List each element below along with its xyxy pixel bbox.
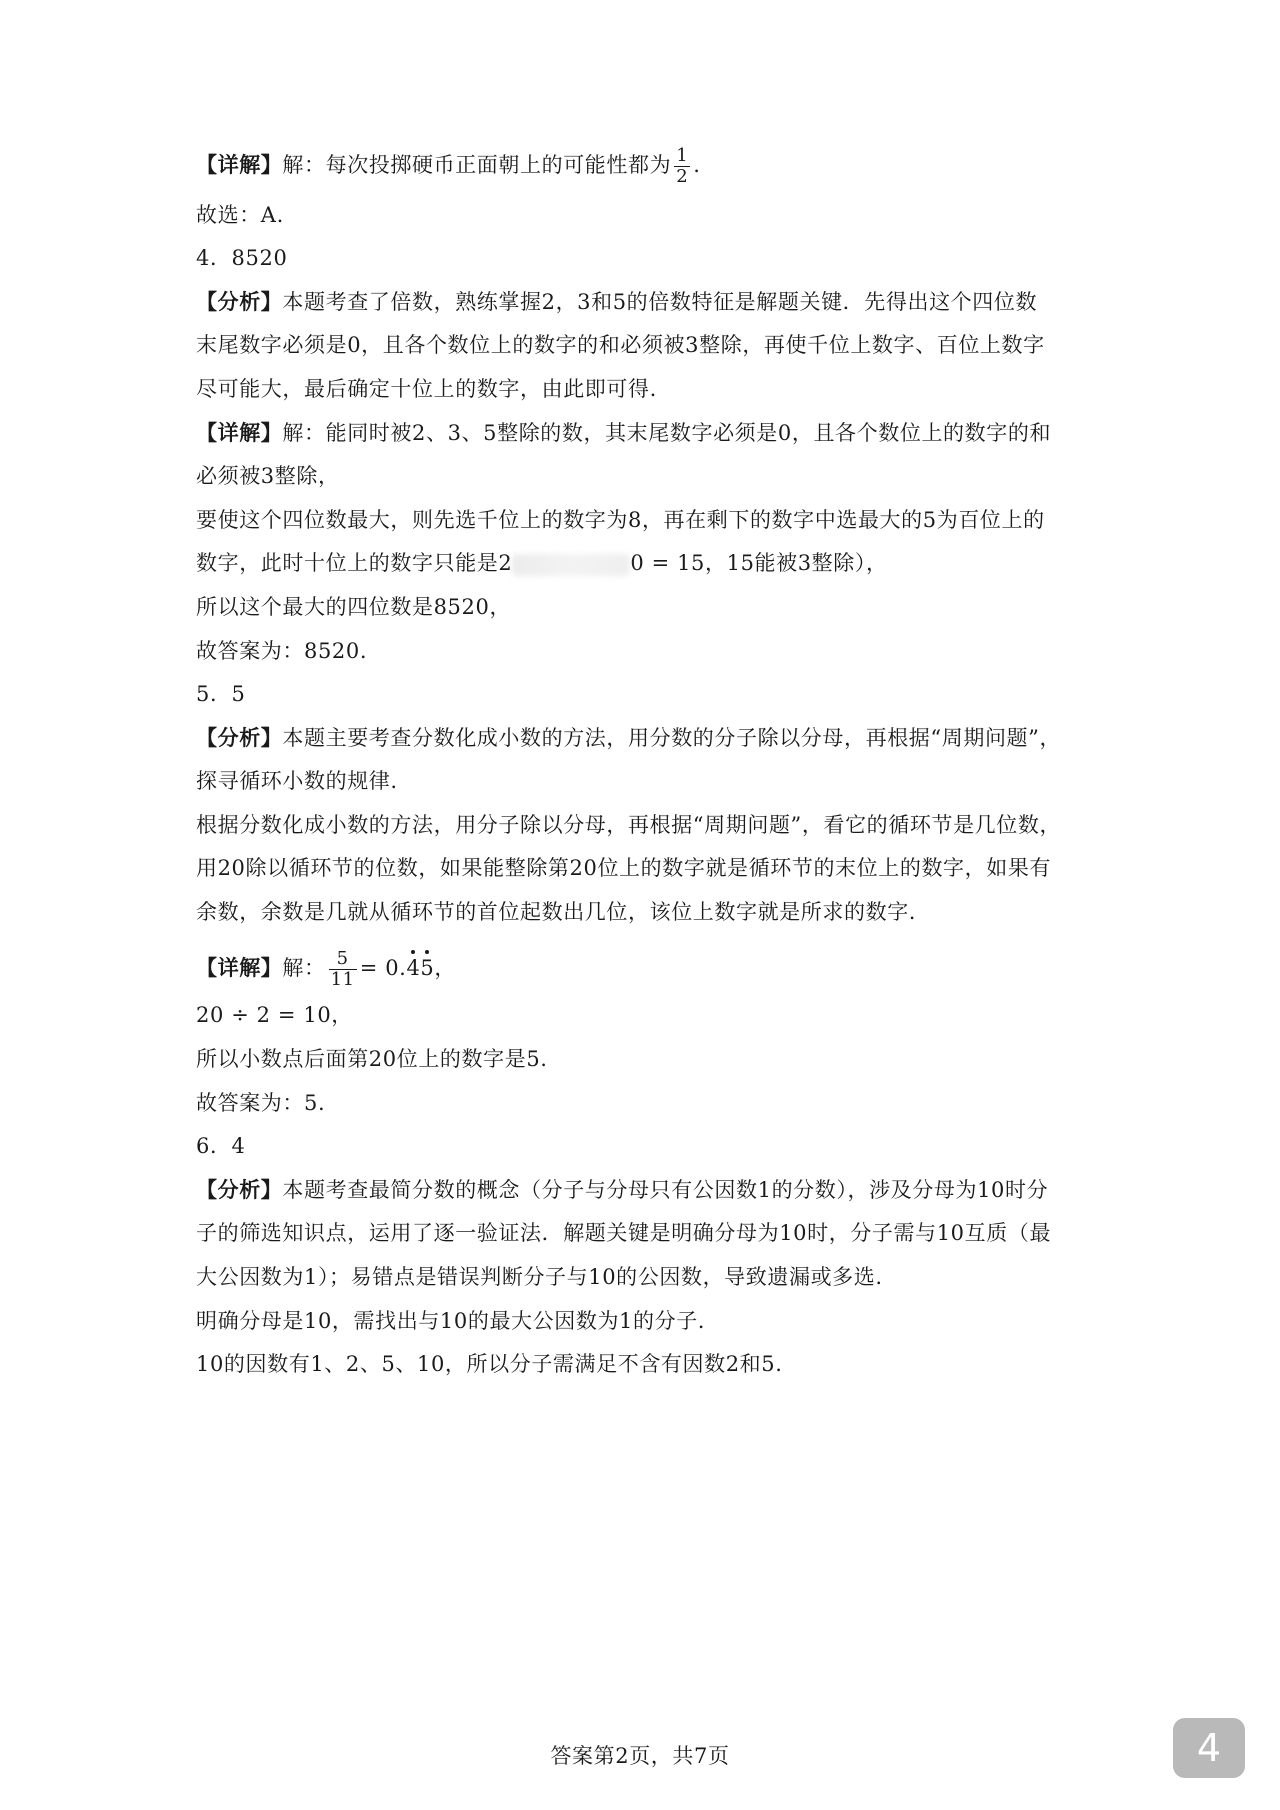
text-line: 要使这个四位数最大，则先选千位上的数字为8，再在剩下的数字中选最大的5为百位上的 [196,508,1045,532]
equation-line: 20 ÷ 2 = 10， [196,1003,353,1027]
text-line [196,418,1051,448]
fraction [329,949,357,990]
section-tag: 【详解】 [196,420,283,445]
page-number-badge[interactable]: 4 [1173,1718,1245,1778]
fraction-numerator: 5 [336,948,349,969]
text-line: 故答案为：5. [196,1091,326,1115]
obscured-region [512,554,630,576]
text-line: 必须被3整除， [196,464,340,488]
line-text: ， [434,956,456,980]
section-tag: 【分析】 [196,1177,283,1202]
text-line [196,723,1061,753]
text-line: 根据分数化成小数的方法，用分子除以分母，再根据“周期问题”，看它的循环节是几位数， [196,813,1062,837]
text-line [196,146,701,187]
fraction-numerator: 1 [676,145,689,166]
section-tag: 【分析】 [196,725,283,750]
text-line [196,548,888,578]
section-tag: 【详解】 [196,152,283,177]
question-number: 4．8520 [196,246,288,270]
text-line [196,1175,1048,1205]
line-text: 本题考查最简分数的概念（分子与分母只有公因数1的分数），涉及分母为10时分 [282,1178,1049,1202]
text-line: 明确分母是10，需找出与10的最大公因数为1的分子. [196,1309,706,1333]
text-line: 用20除以循环节的位数，如果能整除第20位上的数字就是循环节的末位上的数字，如果有 [196,856,1052,880]
text-line: 故答案为：8520. [196,639,368,663]
text-line: 余数，余数是几就从循环节的首位起数出几位，该位上数字就是所求的数字. [196,900,917,924]
section-tag: 【详解】 [196,955,283,980]
text-line: 子的筛选知识点，运用了逐一验证法．解题关键是明确分母为10时，分子需与10互质（最 [196,1221,1052,1245]
question-number: 6．4 [196,1134,246,1158]
text-line: 10的因数有1、2、5、10，所以分子需满足不含有因数2和5. [196,1352,783,1376]
fraction-denominator: 2 [676,166,689,187]
text-line: 大公因数为1）；易错点是错误判断分子与10的公因数，导致遗漏或多选. [196,1265,883,1289]
line-text: 0 = 15，15能被3整除）， [630,551,888,575]
question-number: 5．5 [196,682,246,706]
equation-text: = 0. [359,956,407,980]
repeating-digit: 5 [420,953,434,983]
text-line: 所以这个最大的四位数是8520， [196,595,512,619]
line-text: 解：能同时被2、3、5整除的数，其末尾数字必须是0，且各个数位上的数字的和 [282,421,1052,445]
text-line: 故选：A. [196,203,284,227]
text-line: 尽可能大，最后确定十位上的数字，由此即可得. [196,377,657,401]
repeating-digit: 4 [406,953,420,983]
text-line: 末尾数字必须是0，且各个数位上的数字的和必须被3整除，再使千位上数字、百位上数字 [196,333,1045,357]
text-line: 所以小数点后面第20位上的数字是5. [196,1047,548,1071]
line-text: 数字，此时十位上的数字只能是2 [196,551,513,575]
text-line [196,949,456,990]
page-footer: 答案第2页，共7页 [550,1744,730,1768]
text-line: 探寻循环小数的规律. [196,769,398,793]
line-text: 本题考查了倍数，熟练掌握2，3和5的倍数特征是解题关键．先得出这个四位数 [282,290,1038,314]
line-text: . [693,153,701,177]
line-text: 解： [282,956,326,980]
section-tag: 【分析】 [196,289,283,314]
line-text: 解：每次投掷硬币正面朝上的可能性都为 [282,153,672,177]
line-text: 本题主要考查分数化成小数的方法，用分数的分子除以分母，再根据“周期问题”， [282,726,1062,750]
fraction-denominator: 11 [330,969,355,990]
text-line [196,287,1037,317]
fraction [674,146,690,187]
